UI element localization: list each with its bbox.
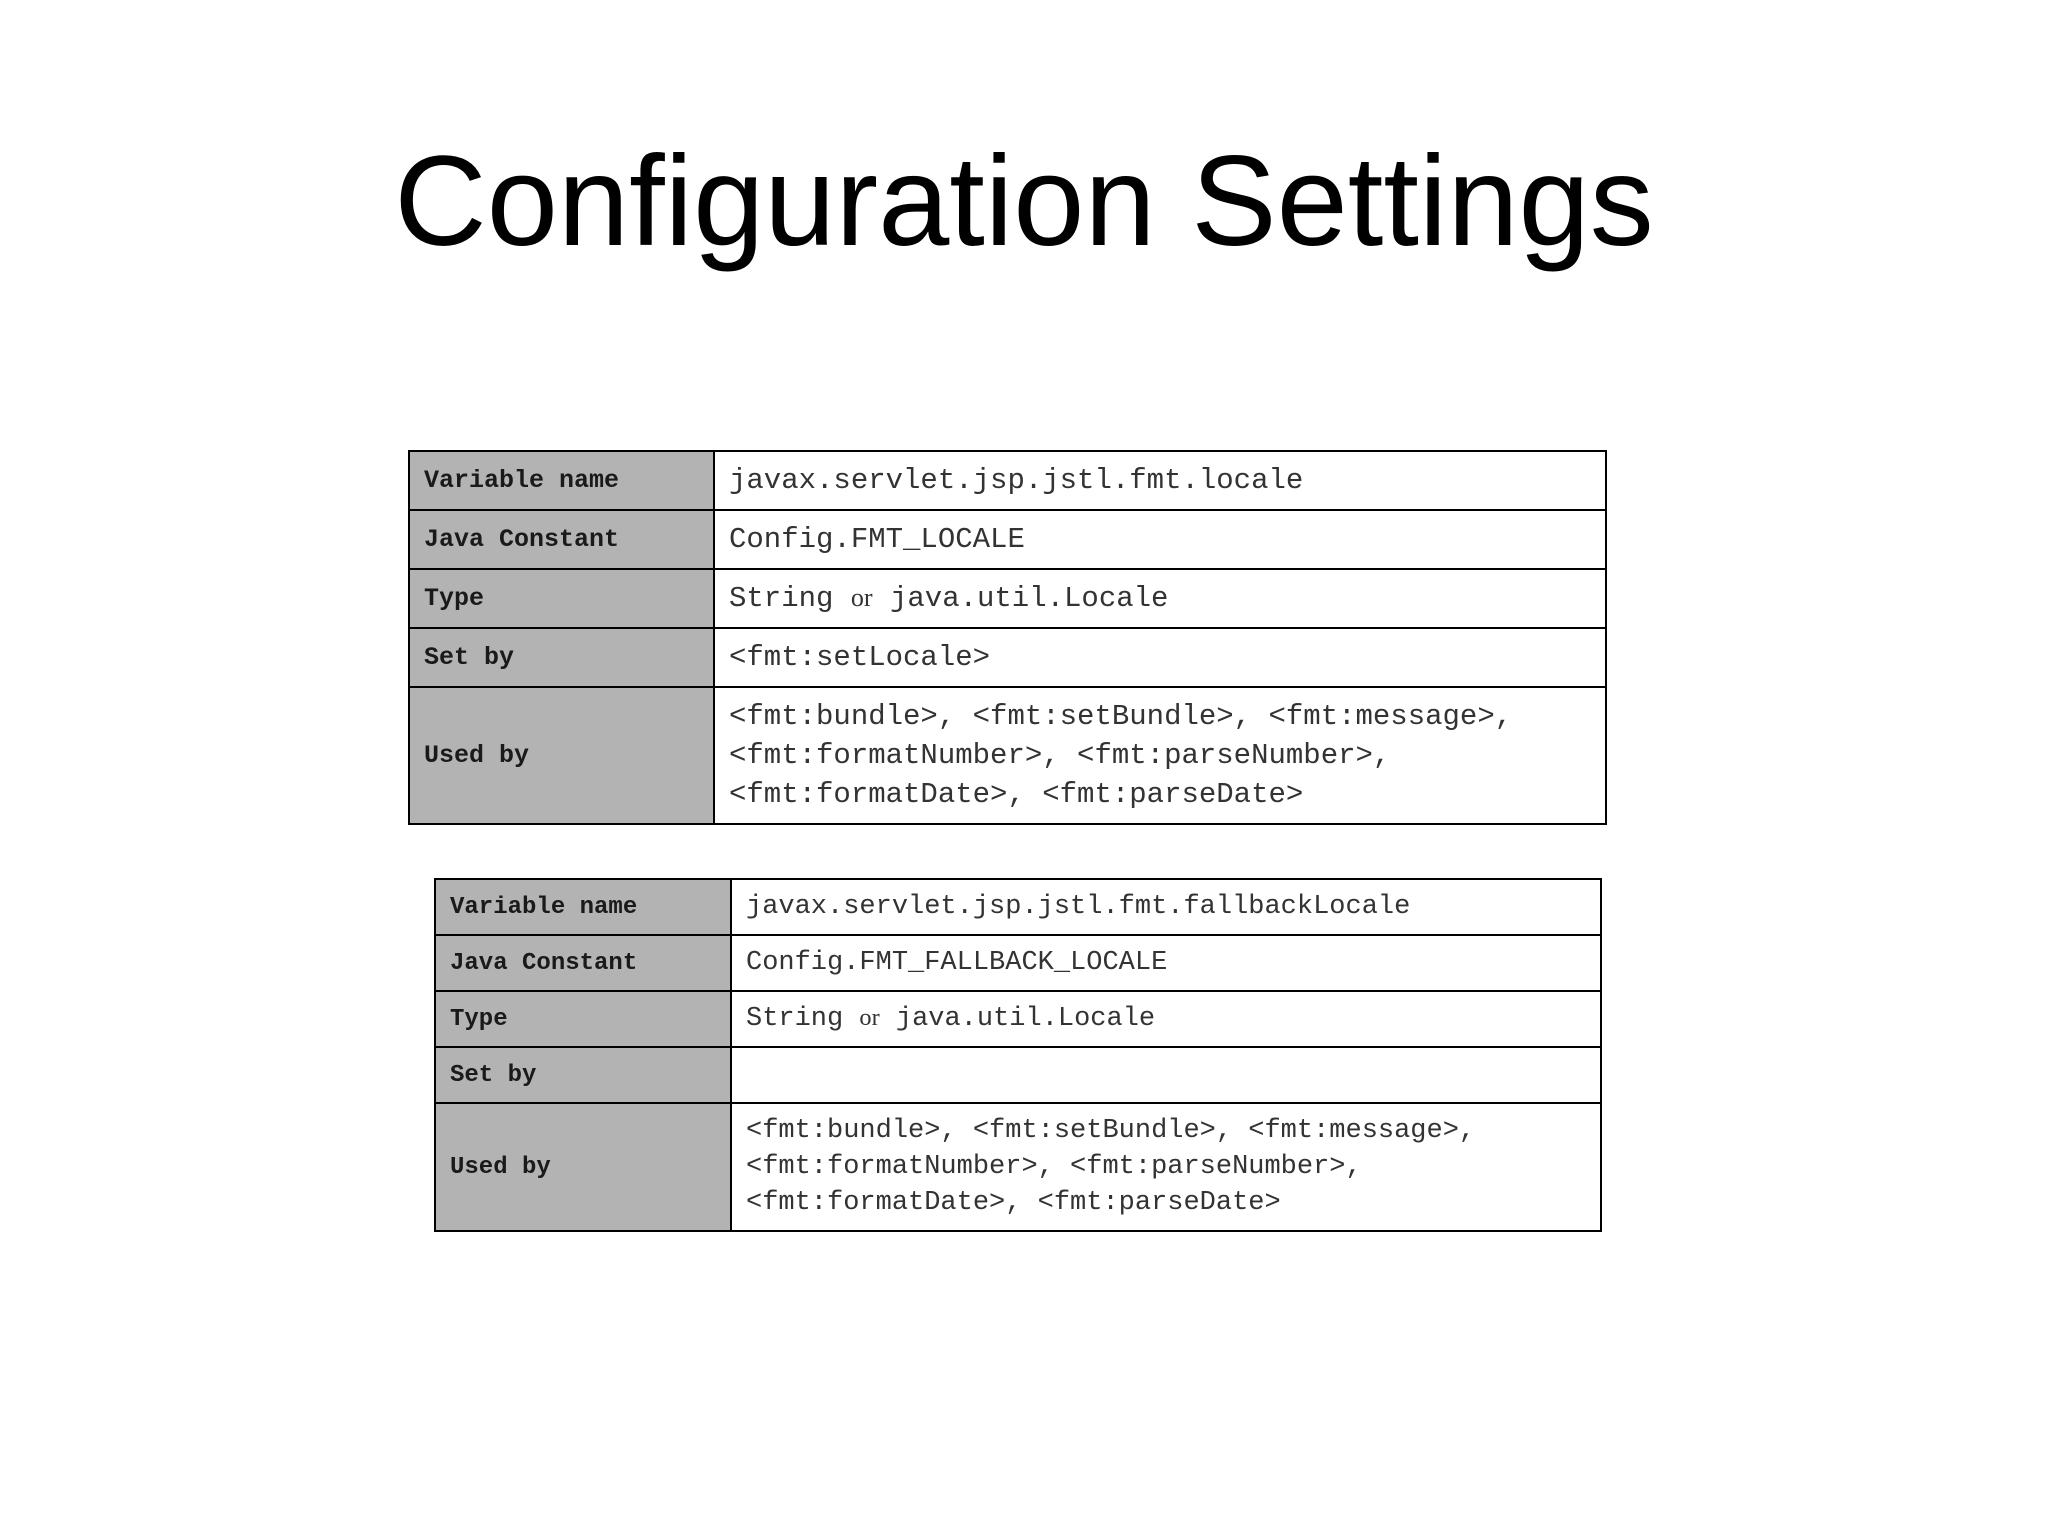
type-value-locale: java.util.Locale <box>889 582 1169 615</box>
table-row <box>409 628 1606 687</box>
table-row <box>409 569 1606 628</box>
type-value-locale: java.util.Locale <box>895 1004 1156 1034</box>
table-row <box>409 451 1606 510</box>
table-row <box>409 510 1606 569</box>
table-row <box>435 991 1601 1047</box>
table-row <box>435 879 1601 935</box>
used-by-value <box>714 687 1606 824</box>
used-by-label: Used by <box>409 687 714 824</box>
type-label: Type <box>409 569 714 628</box>
variable-name-value: javax.servlet.jsp.jstl.fmt.fallbackLocale <box>731 879 1601 935</box>
slide-title: Configuration Settings <box>394 130 1654 273</box>
table-row <box>409 687 1606 824</box>
table-row <box>435 935 1601 991</box>
type-value-or: or <box>859 1004 880 1031</box>
set-by-label: Set by <box>409 628 714 687</box>
variable-name-value: javax.servlet.jsp.jstl.fmt.locale <box>714 451 1606 510</box>
table-row <box>435 1047 1601 1103</box>
type-value-or: or <box>850 583 873 612</box>
table-row <box>435 1103 1601 1231</box>
locale-config-table <box>408 450 1607 825</box>
used-by-line: <fmt:formatDate>, <fmt:parseDate> <box>746 1188 1281 1218</box>
used-by-line: <fmt:formatNumber>, <fmt:parseNumber>, <box>746 1152 1362 1182</box>
java-constant-value: Config.FMT_FALLBACK_LOCALE <box>731 935 1601 991</box>
used-by-value <box>731 1103 1601 1231</box>
set-by-value: <fmt:setLocale> <box>714 628 1606 687</box>
used-by-line: <fmt:formatDate>, <fmt:parseDate> <box>729 778 1304 811</box>
java-constant-label: Java Constant <box>409 510 714 569</box>
type-value <box>731 991 1601 1047</box>
java-constant-label: Java Constant <box>435 935 731 991</box>
used-by-line: <fmt:bundle>, <fmt:setBundle>, <fmt:message>, <box>729 700 1513 733</box>
variable-name-label: Variable name <box>409 451 714 510</box>
set-by-value <box>731 1047 1601 1103</box>
type-value-string: String <box>729 582 834 615</box>
type-label: Type <box>435 991 731 1047</box>
fallback-locale-config-table <box>434 878 1602 1232</box>
set-by-label: Set by <box>435 1047 731 1103</box>
used-by-line: <fmt:formatNumber>, <fmt:parseNumber>, <box>729 739 1391 772</box>
type-value-string: String <box>746 1004 844 1034</box>
variable-name-label: Variable name <box>435 879 731 935</box>
used-by-label: Used by <box>435 1103 731 1231</box>
java-constant-value: Config.FMT_LOCALE <box>714 510 1606 569</box>
used-by-line: <fmt:bundle>, <fmt:setBundle>, <fmt:message>, <box>746 1116 1476 1146</box>
type-value <box>714 569 1606 628</box>
